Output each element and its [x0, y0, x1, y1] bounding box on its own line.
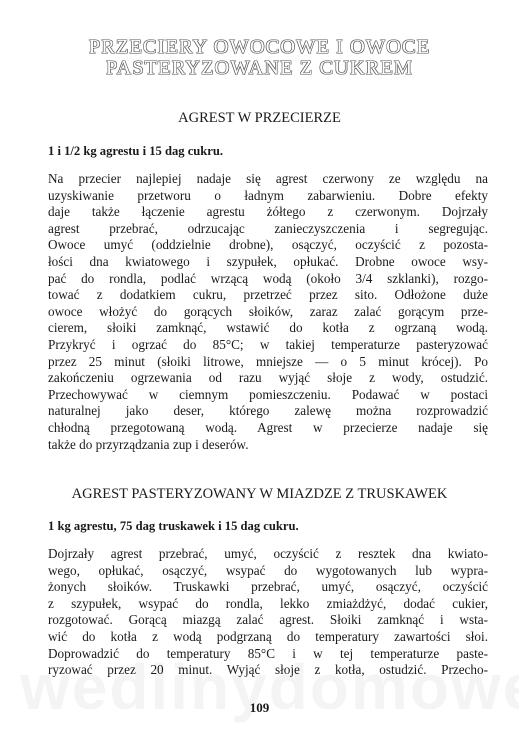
recipe-ingredients: 1 kg agrestu, 75 dag truskawek i 15 dag cukru.: [48, 519, 299, 533]
text-line: także do przyrządzania zup i deserów.: [48, 436, 249, 452]
text-line: rozgotować. Gorącą miazgą zalać agrest. Słoiki zamknąć i wsta-: [48, 612, 488, 628]
text-line: pać do rondla, podlać wrzącą wodą (około 3/4 szklanki), rozgo-: [48, 270, 488, 286]
page-number: 109: [249, 700, 270, 715]
text-line: Doprowadzić do temperatury 85°C i w tej temperaturze paste-: [48, 645, 488, 661]
text-line: wić do kotła z wodą podgrzaną do temperatury zawartości słoi.: [48, 628, 488, 644]
text-line: daje także łączenie agrestu żółtego z czerwonym. Dojrzały: [48, 204, 488, 220]
recipe-body: [48, 171, 488, 453]
chapter-title: [40, 37, 479, 79]
text-line: żonych słoików. Truskawki przebrać, umyć, osączyć, oczyścić: [48, 579, 488, 595]
text-line: cierem, słoiki zamknąć, wstawić do kotła z ogrzaną wodą.: [48, 320, 488, 336]
recipe-title: AGREST W PRZECIERZE: [178, 110, 341, 126]
text-line: Dojrzały agrest przebrać, umyć, oczyścić z resztek dna kwiato-: [48, 546, 488, 561]
text-line: Przykryć i ogrzać do 85°C; w takiej temperaturze pasteryzować: [48, 336, 488, 352]
text-line: tować z dodatkiem cukru, przetrzeć przez sito. Odłożone duże: [48, 287, 488, 303]
recipe-body: [48, 546, 488, 679]
text-line: przez 25 minut (słoiki litrowe, mniejsze — o 5 minut krócej). Po: [48, 353, 488, 369]
text-line: z szypułek, wsypać do rondla, lekko zmiażdżyć, dodać cukier,: [48, 595, 488, 611]
text-line: chłodną przegotowaną wodą. Agrest w przecierze nadaje się: [48, 419, 488, 435]
text-line: uzyskiwanie przetworu o ładnym zabarwieniu. Dobre efekty: [48, 187, 488, 203]
recipe-ingredients: 1 i 1/2 kg agrestu i 15 dag cukru.: [48, 144, 224, 158]
text-line: Przechowywać w ciemnym pomieszczeniu. Podawać w postaci: [48, 386, 488, 402]
text-line: owoce włożyć do gorących słoików, zaraz zalać gorącym prze-: [48, 303, 488, 319]
chapter-title-line-1: PRZECIERY OWOCOWE I OWOCE: [88, 36, 431, 58]
text-line: zakończeniu ogrzewania od razu wyjąć słoje z wody, ostudzić.: [48, 370, 488, 386]
text-line: wego, opłukać, osączyć, wsypać do wygotowanych lub wypra-: [48, 562, 488, 578]
recipe-title: AGREST PASTERYZOWANY W MIAZDZE Z TRUSKAWEK: [71, 486, 448, 502]
text-line: Na przecier najlepiej nadaje się agrest czerwony ze względu na: [48, 171, 488, 186]
text-line: łości dna kwiatowego i szypułek, opłukać. Drobne owoce wsy-: [48, 253, 488, 269]
text-line: Owoce umyć (oddzielnie drobne), osączyć, oczyścić z pozosta-: [48, 237, 488, 253]
chapter-title-line-2: PASTERYZOWANE Z CUKREM: [105, 57, 414, 79]
text-line: naturalnej jako deser, którego zalewę można rozprowadzić: [48, 403, 488, 419]
text-line: agrest przebrać, odrzucając zanieczyszczenia i segregując.: [48, 220, 488, 236]
text-line: ryzować przez 20 minut. Wyjąć słoje z kotła, ostudzić. Przecho-: [48, 662, 488, 678]
